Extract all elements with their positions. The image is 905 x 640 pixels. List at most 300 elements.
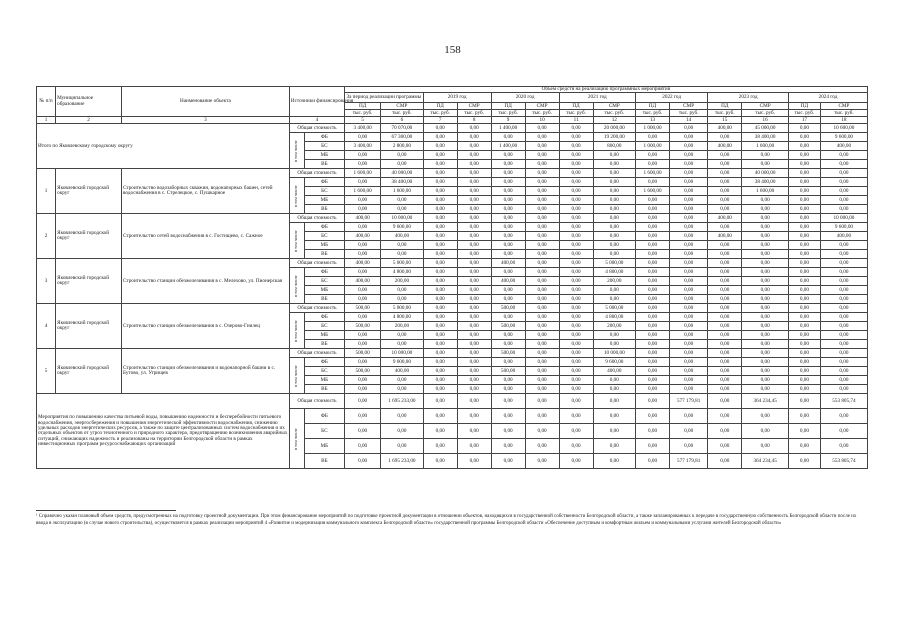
value-cell: 0,00 <box>345 394 381 409</box>
value-cell: 0,00 <box>708 304 742 313</box>
value-cell: 0,00 <box>670 358 708 367</box>
value-cell: 0,00 <box>742 367 789 376</box>
header-pd: ПД <box>788 103 820 110</box>
value-cell: 0,00 <box>788 169 820 178</box>
header-num: № п/п <box>37 87 56 117</box>
value-cell: 0,00 <box>820 286 867 295</box>
value-cell: 0,00 <box>345 268 381 277</box>
value-cell: 0,00 <box>381 205 423 214</box>
value-cell: 0,00 <box>742 340 789 349</box>
row-number: 5 <box>37 349 56 394</box>
value-cell: 0,00 <box>636 214 670 223</box>
value-cell: 0,00 <box>423 196 457 205</box>
value-cell: 0,00 <box>457 424 491 439</box>
value-cell: 4 800,00 <box>593 268 635 277</box>
value-cell: 0,00 <box>525 160 559 169</box>
value-cell: 0,00 <box>525 439 559 454</box>
value-cell: 0,00 <box>670 250 708 259</box>
value-cell: 0,00 <box>636 268 670 277</box>
header-smr: СМР <box>457 103 491 110</box>
value-cell: 0,00 <box>788 295 820 304</box>
table-row <box>37 394 868 409</box>
value-cell: 0,00 <box>525 454 559 469</box>
source-bs: БС <box>304 232 344 241</box>
incl-label: в том числе <box>289 358 304 394</box>
value-cell: 0,00 <box>423 376 457 385</box>
value-cell: 0,00 <box>636 376 670 385</box>
value-cell: 0,00 <box>525 340 559 349</box>
value-cell: 0,00 <box>820 385 867 394</box>
value-cell: 0,00 <box>742 214 789 223</box>
value-cell: 0,00 <box>788 439 820 454</box>
value-cell: 0,00 <box>788 259 820 268</box>
value-cell: 1 695 233,00 <box>381 454 423 469</box>
value-cell: 0,00 <box>820 409 867 424</box>
value-cell: 0,00 <box>381 439 423 454</box>
value-cell: 0,00 <box>820 187 867 196</box>
value-cell: 0,00 <box>670 259 708 268</box>
value-cell: 3 400,00 <box>345 124 381 133</box>
value-cell: 0,00 <box>345 151 381 160</box>
column-number: 2 <box>56 117 122 124</box>
value-cell: 0,00 <box>559 160 593 169</box>
value-cell: 0,00 <box>820 160 867 169</box>
source-vb: ВБ <box>304 340 344 349</box>
value-cell: 0,00 <box>788 349 820 358</box>
value-cell: 0,00 <box>457 385 491 394</box>
value-cell: 0,00 <box>381 385 423 394</box>
value-cell: 0,00 <box>457 142 491 151</box>
value-cell: 0,00 <box>491 232 525 241</box>
value-cell: 0,00 <box>788 232 820 241</box>
value-cell: 0,00 <box>525 358 559 367</box>
source-mb: МБ <box>304 151 344 160</box>
funding-table <box>36 86 868 469</box>
value-cell: 9 600,00 <box>820 133 867 142</box>
value-cell: 577 179,81 <box>670 394 708 409</box>
value-cell: 38 400,00 <box>742 133 789 142</box>
value-cell: 0,00 <box>457 232 491 241</box>
header-period: 2023 год <box>708 93 789 103</box>
value-cell: 400,00 <box>820 232 867 241</box>
value-cell: 0,00 <box>491 385 525 394</box>
value-cell: 0,00 <box>593 214 635 223</box>
value-cell: 5 000,00 <box>593 304 635 313</box>
value-cell: 0,00 <box>457 169 491 178</box>
value-cell: 400,00 <box>708 214 742 223</box>
value-cell: 0,00 <box>788 160 820 169</box>
value-cell: 0,00 <box>593 454 635 469</box>
value-cell: 0,00 <box>708 313 742 322</box>
incl-label: в том числе <box>289 223 304 259</box>
value-cell: 9 600,00 <box>820 223 867 232</box>
value-cell: 0,00 <box>457 277 491 286</box>
value-cell: 0,00 <box>559 142 593 151</box>
value-cell: 0,00 <box>525 367 559 376</box>
source-vb: ВБ <box>304 385 344 394</box>
value-cell: 0,00 <box>559 268 593 277</box>
value-cell: 0,00 <box>670 196 708 205</box>
value-cell: 0,00 <box>636 250 670 259</box>
value-cell: 0,00 <box>381 331 423 340</box>
value-cell: 0,00 <box>670 232 708 241</box>
value-cell: 5 000,00 <box>593 259 635 268</box>
municipality: Яковлевский городской округ <box>56 259 122 304</box>
value-cell: 0,00 <box>636 394 670 409</box>
value-cell: 0,00 <box>708 241 742 250</box>
value-cell: 0,00 <box>820 376 867 385</box>
value-cell: 0,00 <box>636 358 670 367</box>
value-cell: 400,00 <box>820 142 867 151</box>
value-cell: 0,00 <box>559 277 593 286</box>
value-cell: 0,00 <box>525 259 559 268</box>
value-cell: 10 000,00 <box>381 349 423 358</box>
value-cell: 0,00 <box>708 250 742 259</box>
header-unit: тыс. руб. <box>593 110 635 117</box>
object-name: Строительство водозаборных скважин, водонапорных башен, сетей водоснабжения в с. Стрелецкое, с. Пушкарное <box>121 169 289 214</box>
value-cell: 0,00 <box>593 223 635 232</box>
value-cell: 0,00 <box>491 409 525 424</box>
table-row <box>37 124 868 133</box>
value-cell: 0,00 <box>457 439 491 454</box>
value-cell: 4 800,00 <box>593 313 635 322</box>
value-cell: 0,00 <box>742 268 789 277</box>
value-cell: 0,00 <box>457 376 491 385</box>
value-cell: 0,00 <box>457 223 491 232</box>
header-pd: ПД <box>345 103 381 110</box>
total-cost-label: Общая стоимость <box>289 124 344 133</box>
value-cell: 0,00 <box>457 313 491 322</box>
value-cell: 0,00 <box>491 214 525 223</box>
value-cell: 0,00 <box>820 295 867 304</box>
value-cell: 0,00 <box>559 394 593 409</box>
source-mb: МБ <box>304 331 344 340</box>
value-cell: 0,00 <box>381 286 423 295</box>
value-cell: 0,00 <box>593 160 635 169</box>
value-cell: 0,00 <box>345 160 381 169</box>
value-cell: 0,00 <box>670 322 708 331</box>
value-cell: 0,00 <box>423 277 457 286</box>
value-cell: 400,00 <box>491 277 525 286</box>
value-cell: 2 800,00 <box>381 142 423 151</box>
column-number: 16 <box>742 117 789 124</box>
value-cell: 0,00 <box>345 223 381 232</box>
value-cell: 10 000,00 <box>593 349 635 358</box>
value-cell: 0,00 <box>559 295 593 304</box>
value-cell: 0,00 <box>457 349 491 358</box>
value-cell: 0,00 <box>423 232 457 241</box>
header-unit: тыс. руб. <box>742 110 789 117</box>
value-cell: 0,00 <box>742 385 789 394</box>
header-pd: ПД <box>491 103 525 110</box>
value-cell: 19 200,00 <box>593 133 635 142</box>
header-unit: тыс. руб. <box>559 110 593 117</box>
value-cell: 0,00 <box>345 385 381 394</box>
value-cell: 0,00 <box>345 295 381 304</box>
value-cell: 400,00 <box>491 259 525 268</box>
value-cell: 0,00 <box>381 241 423 250</box>
column-number: 5 <box>345 117 381 124</box>
value-cell: 0,00 <box>423 358 457 367</box>
header-pd: ПД <box>636 103 670 110</box>
value-cell: 0,00 <box>636 409 670 424</box>
value-cell: 0,00 <box>670 424 708 439</box>
value-cell: 0,00 <box>423 250 457 259</box>
value-cell: 0,00 <box>525 214 559 223</box>
value-cell: 400,00 <box>593 367 635 376</box>
value-cell: 0,00 <box>491 241 525 250</box>
value-cell: 0,00 <box>457 124 491 133</box>
source-vb: ВБ <box>304 205 344 214</box>
value-cell: 0,00 <box>788 313 820 322</box>
value-cell: 0,00 <box>559 151 593 160</box>
value-cell: 0,00 <box>820 205 867 214</box>
value-cell: 0,00 <box>423 349 457 358</box>
source-bs: БС <box>304 187 344 196</box>
value-cell: 553 805,74 <box>820 454 867 469</box>
value-cell: 0,00 <box>788 268 820 277</box>
value-cell: 0,00 <box>345 340 381 349</box>
column-number: 3 <box>121 117 289 124</box>
value-cell: 0,00 <box>491 439 525 454</box>
value-cell: 0,00 <box>559 340 593 349</box>
value-cell: 0,00 <box>559 223 593 232</box>
value-cell: 0,00 <box>788 178 820 187</box>
value-cell: 0,00 <box>788 223 820 232</box>
value-cell: 0,00 <box>593 232 635 241</box>
value-cell: 0,00 <box>593 295 635 304</box>
value-cell: 0,00 <box>525 241 559 250</box>
value-cell: 0,00 <box>457 367 491 376</box>
value-cell: 0,00 <box>345 409 381 424</box>
column-number: 17 <box>788 117 820 124</box>
value-cell: 0,00 <box>491 268 525 277</box>
value-cell: 0,00 <box>708 454 742 469</box>
value-cell: 0,00 <box>820 304 867 313</box>
header-unit: тыс. руб. <box>525 110 559 117</box>
value-cell: 0,00 <box>559 205 593 214</box>
value-cell: 0,00 <box>636 385 670 394</box>
value-cell: 0,00 <box>423 286 457 295</box>
header-pd: ПД <box>559 103 593 110</box>
value-cell: 0,00 <box>381 340 423 349</box>
value-cell: 0,00 <box>670 169 708 178</box>
value-cell: 0,00 <box>525 376 559 385</box>
value-cell: 0,00 <box>636 277 670 286</box>
value-cell: 0,00 <box>820 340 867 349</box>
value-cell: 800,00 <box>593 142 635 151</box>
value-cell: 0,00 <box>525 178 559 187</box>
value-cell: 0,00 <box>559 124 593 133</box>
value-cell: 0,00 <box>491 205 525 214</box>
value-cell: 0,00 <box>708 178 742 187</box>
value-cell: 0,00 <box>670 340 708 349</box>
value-cell: 0,00 <box>345 331 381 340</box>
value-cell: 0,00 <box>457 304 491 313</box>
value-cell: 0,00 <box>742 295 789 304</box>
value-cell: 0,00 <box>742 424 789 439</box>
value-cell: 0,00 <box>820 331 867 340</box>
column-number: 12 <box>593 117 635 124</box>
value-cell: 5 000,00 <box>381 259 423 268</box>
value-cell: 0,00 <box>457 331 491 340</box>
value-cell: 0,00 <box>593 205 635 214</box>
value-cell: 0,00 <box>636 178 670 187</box>
value-cell: 0,00 <box>423 205 457 214</box>
value-cell: 0,00 <box>559 169 593 178</box>
value-cell: 0,00 <box>820 178 867 187</box>
value-cell: 0,00 <box>593 394 635 409</box>
value-cell: 0,00 <box>708 367 742 376</box>
value-cell: 0,00 <box>491 394 525 409</box>
header-unit: тыс. руб. <box>820 110 867 117</box>
value-cell: 0,00 <box>491 151 525 160</box>
value-cell: 400,00 <box>345 214 381 223</box>
value-cell: 500,00 <box>491 349 525 358</box>
value-cell: 0,00 <box>742 196 789 205</box>
value-cell: 0,00 <box>345 250 381 259</box>
value-cell: 0,00 <box>457 178 491 187</box>
value-cell: 0,00 <box>670 439 708 454</box>
value-cell: 0,00 <box>593 376 635 385</box>
value-cell: 0,00 <box>423 160 457 169</box>
total-cost-label: Общая стоимость <box>289 349 344 358</box>
value-cell: 200,00 <box>593 322 635 331</box>
value-cell: 0,00 <box>423 394 457 409</box>
value-cell: 0,00 <box>636 304 670 313</box>
value-cell: 0,00 <box>345 439 381 454</box>
header-smr: СМР <box>381 103 423 110</box>
source-mb: МБ <box>304 196 344 205</box>
header-pd: ПД <box>708 103 742 110</box>
value-cell: 0,00 <box>742 286 789 295</box>
total-cost-label: Общая стоимость <box>289 394 344 409</box>
value-cell: 400,00 <box>345 232 381 241</box>
value-cell: 0,00 <box>636 196 670 205</box>
source-mb: МБ <box>304 286 344 295</box>
header-smr: СМР <box>593 103 635 110</box>
value-cell: 0,00 <box>670 277 708 286</box>
header-period: 2021 год <box>559 93 635 103</box>
value-cell: 20 000,00 <box>593 124 635 133</box>
value-cell: 0,00 <box>423 151 457 160</box>
column-number: 18 <box>820 117 867 124</box>
value-cell: 0,00 <box>820 250 867 259</box>
value-cell: 0,00 <box>742 358 789 367</box>
value-cell: 0,00 <box>788 241 820 250</box>
value-cell: 0,00 <box>670 187 708 196</box>
value-cell: 0,00 <box>670 142 708 151</box>
value-cell: 0,00 <box>788 376 820 385</box>
value-cell: 0,00 <box>559 133 593 142</box>
value-cell: 0,00 <box>788 322 820 331</box>
value-cell: 0,00 <box>491 454 525 469</box>
header-period: 2024 год <box>788 93 867 103</box>
value-cell: 0,00 <box>820 268 867 277</box>
value-cell: 400,00 <box>345 277 381 286</box>
value-cell: 0,00 <box>593 286 635 295</box>
value-cell: 0,00 <box>788 409 820 424</box>
value-cell: 0,00 <box>559 214 593 223</box>
value-cell: 0,00 <box>708 205 742 214</box>
value-cell: 0,00 <box>820 322 867 331</box>
header-period: 2022 год <box>636 93 708 103</box>
value-cell: 67 300,00 <box>381 133 423 142</box>
row-number: 4 <box>37 304 56 349</box>
value-cell: 0,00 <box>345 313 381 322</box>
value-cell: 0,00 <box>491 196 525 205</box>
value-cell: 0,00 <box>670 295 708 304</box>
value-cell: 500,00 <box>345 304 381 313</box>
value-cell: 0,00 <box>593 409 635 424</box>
value-cell: 0,00 <box>742 349 789 358</box>
value-cell: 0,00 <box>670 241 708 250</box>
value-cell: 10 000,00 <box>381 214 423 223</box>
value-cell: 0,00 <box>670 214 708 223</box>
table-row <box>37 304 868 313</box>
value-cell: 0,00 <box>593 241 635 250</box>
value-cell: 500,00 <box>345 367 381 376</box>
value-cell: 0,00 <box>491 286 525 295</box>
value-cell: 0,00 <box>636 133 670 142</box>
value-cell: 0,00 <box>708 277 742 286</box>
value-cell: 0,00 <box>742 331 789 340</box>
value-cell: 0,00 <box>423 169 457 178</box>
header-pd: ПД <box>423 103 457 110</box>
value-cell: 0,00 <box>742 277 789 286</box>
value-cell: 0,00 <box>423 187 457 196</box>
value-cell: 1 600,00 <box>742 187 789 196</box>
value-cell: 500,00 <box>345 349 381 358</box>
value-cell: 0,00 <box>345 133 381 142</box>
value-cell: 0,00 <box>820 277 867 286</box>
column-number: 8 <box>457 117 491 124</box>
value-cell: 0,00 <box>559 259 593 268</box>
value-cell: 0,00 <box>788 331 820 340</box>
value-cell: 0,00 <box>636 322 670 331</box>
column-number: 15 <box>708 117 742 124</box>
value-cell: 0,00 <box>559 187 593 196</box>
value-cell: 0,00 <box>525 151 559 160</box>
value-cell: 0,00 <box>457 454 491 469</box>
source-mb: МБ <box>304 439 344 454</box>
value-cell: 0,00 <box>670 133 708 142</box>
source-fb: ФБ <box>304 409 344 424</box>
header-object: Наименование объекта <box>121 87 289 117</box>
value-cell: 0,00 <box>423 409 457 424</box>
value-cell: 0,00 <box>457 394 491 409</box>
value-cell: 500,00 <box>491 322 525 331</box>
value-cell: 1 600,00 <box>381 187 423 196</box>
value-cell: 0,00 <box>788 454 820 469</box>
value-cell: 1 000,00 <box>636 142 670 151</box>
header-unit: тыс. руб. <box>670 110 708 117</box>
value-cell: 400,00 <box>708 142 742 151</box>
value-cell: 38 400,00 <box>742 178 789 187</box>
value-cell: 0,00 <box>525 142 559 151</box>
value-cell: 0,00 <box>670 367 708 376</box>
value-cell: 0,00 <box>381 160 423 169</box>
value-cell: 0,00 <box>491 313 525 322</box>
value-cell: 0,00 <box>525 409 559 424</box>
value-cell: 0,00 <box>559 304 593 313</box>
header-sources: Источники финансирования <box>289 87 344 117</box>
value-cell: 0,00 <box>593 424 635 439</box>
header-smr: СМР <box>820 103 867 110</box>
table-row <box>37 117 868 124</box>
value-cell: 0,00 <box>457 196 491 205</box>
value-cell: 0,00 <box>788 250 820 259</box>
